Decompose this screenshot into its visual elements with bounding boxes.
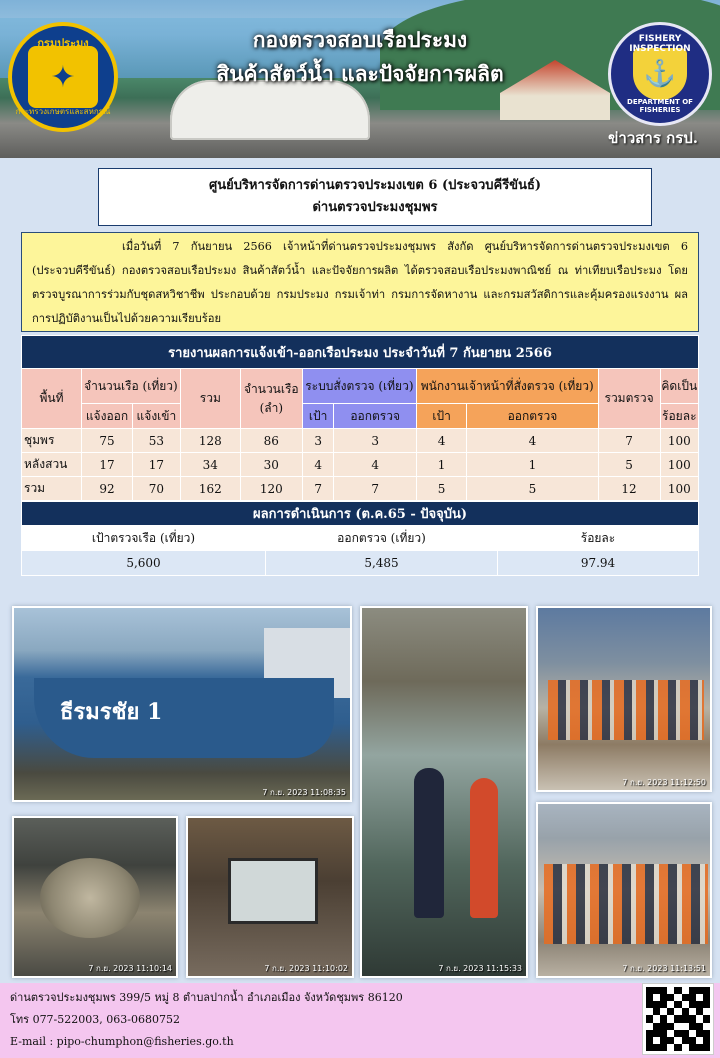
header-sys-target: เป้า: [302, 404, 334, 429]
cell-area: ชุมพร: [22, 429, 82, 453]
footer-phone: โทร 077-522003, 063-0680752: [10, 1013, 180, 1026]
cell-depart: 17: [82, 453, 133, 477]
crew-crowd: [544, 864, 708, 944]
cell-total: 128: [180, 429, 240, 453]
cell-total: 162: [180, 477, 240, 501]
cell-area: หลังสวน: [22, 453, 82, 477]
logo-emblem-icon: ✦: [28, 46, 98, 108]
cell-total-inspect: 12: [598, 477, 660, 501]
cell-percent: 100: [660, 453, 698, 477]
photo-crew-group: [536, 606, 712, 792]
header-system-inspect: ระบบสั่งตรวจ (เที่ยว): [302, 369, 416, 404]
intro-paragraph: เมื่อวันที่ 7 กันยายน 2566 เจ้าหน้าที่ด่านตรวจประมงชุมพร สังกัด ศูนย์บริหารจัดการด่านตรวจประมงเขต 6 (ประจวบคีรีขันธ์) กองตรวจสอบเรือประมง สินค้าสัตว์น้ำ และปัจจัยการผลิต ได้ตรวจสอบเรือประมงพาณิชย์ ณ ท่าเทียบเรือประมง โดยตรวจบูรณาการร่วมกับชุดสหวิชาชีพ ประกอบด้วย กรมประมง กรมเจ้าท่า กรมการจัดหางาน และกรมสวัสดิการและคุ้มครองแรงงาน ผลการปฏิบัติงานเป็นไปด้วยความเรียบร้อย: [21, 232, 699, 332]
summary-table: [21, 501, 699, 576]
cell-boats: 86: [240, 429, 302, 453]
cell-percent: 100: [660, 429, 698, 453]
summary-header-percent: ร้อยละ: [498, 526, 699, 551]
summary-title: ผลการดำเนินการ (ต.ค.65 - ปัจจุบัน): [22, 502, 699, 526]
header-total: รวม: [180, 369, 240, 429]
table-row: [22, 453, 699, 477]
header-total-inspect: รวมตรวจ: [598, 369, 660, 429]
photo-timestamp: 7 ก.ย. 2023 11:12:50: [622, 778, 706, 787]
photo-timestamp: 7 ก.ย. 2023 11:08:35: [262, 788, 346, 797]
photo-timestamp: 7 ก.ย. 2023 11:10:14: [88, 964, 172, 973]
summary-value-target: 5,600: [22, 551, 266, 576]
report-section: [21, 335, 699, 576]
cell-sys-target: 4: [302, 453, 334, 477]
qr-code-icon[interactable]: [642, 983, 714, 1055]
logo-left-top-text: กรมประมง: [37, 37, 89, 50]
photo-timestamp: 7 ก.ย. 2023 11:13:51: [622, 964, 706, 973]
photo-timestamp: 7 ก.ย. 2023 11:15:33: [438, 964, 522, 973]
photo-fishing-boat: [12, 606, 352, 802]
cell-staff-target: 4: [416, 429, 466, 453]
photo-inspection-dock: [360, 606, 528, 978]
cell-staff-target: 1: [416, 453, 466, 477]
header-percent-top: คิดเป็น: [660, 369, 698, 404]
summary-value-inspect: 5,485: [266, 551, 498, 576]
cell-boats: 30: [240, 453, 302, 477]
footer-address: ด่านตรวจประมงชุมพร 399/5 หมู่ 8 ตำบลปากน้ำ อำเภอเมือง จังหวัดชุมพร 86120: [10, 991, 403, 1004]
header-banner: [0, 0, 720, 158]
photo-timestamp: 7 ก.ย. 2023 11:10:02: [264, 964, 348, 973]
header-depart: แจ้งออก: [82, 404, 133, 429]
logo-right-top-text: FISHERY INSPECTION: [629, 34, 691, 54]
report-title: รายงานผลการแจ้งเข้า-ออกเรือประมง ประจำวันที่ 7 กันยายน 2566: [22, 336, 699, 369]
cell-boats: 120: [240, 477, 302, 501]
cell-sys-inspect: 7: [334, 477, 416, 501]
cell-staff-target: 5: [416, 477, 466, 501]
cell-area: รวม: [22, 477, 82, 501]
header-sys-inspect: ออกตรวจ: [334, 404, 416, 429]
officer-figure: [414, 768, 444, 918]
header-area: พื้นที่: [22, 369, 82, 429]
banner-title-line2: สินค้าสัตว์น้ำ และปัจจัยการผลิต: [216, 61, 504, 86]
rope-coil: [40, 858, 140, 938]
news-label: ข่าวสาร กรป.: [608, 129, 698, 147]
boat-name: ธีรมรชัย 1: [60, 699, 163, 725]
banner-title-line1: กองตรวจสอบเรือประมง: [252, 27, 468, 52]
header-percent-bottom: ร้อยละ: [660, 404, 698, 429]
cell-sys-inspect: 3: [334, 429, 416, 453]
header-staff-inspect: พนักงานเจ้าหน้าที่สั่งตรวจ (เที่ยว): [416, 369, 598, 404]
logo-right-bottom-text: DEPARTMENT OF FISHERIES: [627, 98, 693, 114]
photo-storage-hatch: [186, 816, 354, 978]
header-trips: จำนวนเรือ (เที่ยว): [82, 369, 181, 404]
center-title-line1: ศูนย์บริหารจัดการด่านตรวจประมงเขต 6 (ประจวบคีรีขันธ์): [208, 178, 542, 193]
center-title-line2: ด่านตรวจประมงชุมพร: [312, 200, 438, 215]
header-staff-inspect-sub: ออกตรวจ: [467, 404, 598, 429]
cell-sys-inspect: 4: [334, 453, 416, 477]
cell-depart: 92: [82, 477, 133, 501]
photo-collage: [10, 604, 710, 984]
cell-arrive: 70: [132, 477, 180, 501]
summary-header-inspect: ออกตรวจ (เที่ยว): [266, 526, 498, 551]
footer: [0, 983, 720, 1058]
cell-depart: 75: [82, 429, 133, 453]
logo-left-bottom-text: กระทรวงเกษตรและสหกรณ์: [15, 107, 111, 116]
cell-total: 34: [180, 453, 240, 477]
table-row-total: [22, 477, 699, 501]
footer-email[interactable]: E-mail : pipo-chumphon@fisheries.go.th: [10, 1035, 234, 1048]
header-staff-target: เป้า: [416, 404, 466, 429]
cell-sys-target: 7: [302, 477, 334, 501]
cell-staff-inspect: 4: [467, 429, 598, 453]
shield-icon: ⚓: [633, 48, 687, 100]
summary-header-target: เป้าตรวจเรือ (เที่ยว): [22, 526, 266, 551]
table-row: [22, 429, 699, 453]
crew-crowd: [548, 680, 704, 740]
cell-total-inspect: 5: [598, 453, 660, 477]
photo-fish-hold: [12, 816, 178, 978]
fishery-inspection-logo: [608, 22, 712, 126]
cell-sys-target: 3: [302, 429, 334, 453]
header-arrive: แจ้งเข้า: [132, 404, 180, 429]
cell-staff-inspect: 1: [467, 453, 598, 477]
summary-value-percent: 97.94: [498, 551, 699, 576]
cell-percent: 100: [660, 477, 698, 501]
cell-staff-inspect: 5: [467, 477, 598, 501]
cell-arrive: 17: [132, 453, 180, 477]
cell-arrive: 53: [132, 429, 180, 453]
report-table: [21, 335, 699, 501]
storage-box: [228, 858, 318, 924]
header-boats: จำนวนเรือ (ลำ): [240, 369, 302, 429]
cell-total-inspect: 7: [598, 429, 660, 453]
worker-figure: [470, 778, 498, 918]
center-title-box: [98, 168, 652, 226]
photo-crew-check: [536, 802, 712, 978]
